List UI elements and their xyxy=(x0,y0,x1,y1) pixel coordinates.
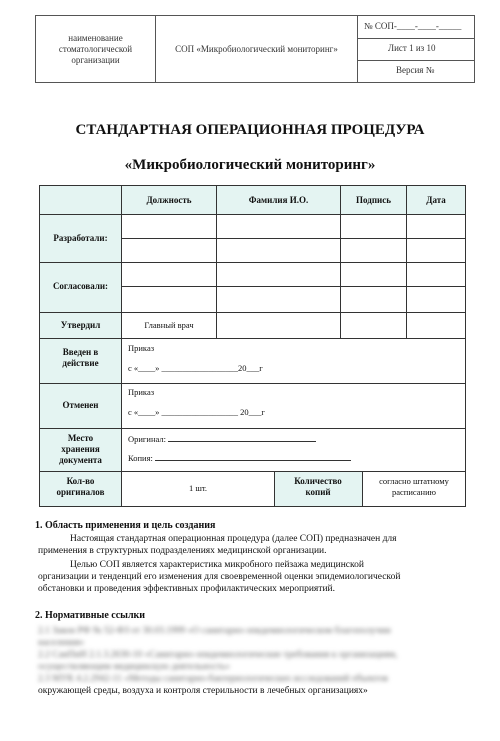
column-date: Дата xyxy=(426,195,446,205)
section2-heading: 2. Нормативные ссылки xyxy=(35,610,146,621)
row-storage: Место хранения документа xyxy=(59,433,102,465)
row-agreed: Согласовали: xyxy=(52,281,109,291)
approved-position: Главный врач xyxy=(144,320,194,330)
section1-p2-line3: обстановки и проведения эффективных профилактических мероприятий. xyxy=(38,584,335,594)
copy-field: Копия: xyxy=(128,452,351,463)
section2-blurred-line4: осуществляющим медицинскую деятельность» xyxy=(38,662,230,672)
sop-number: № СОП-____-____-_____ xyxy=(364,21,462,31)
column-position: Должность xyxy=(146,195,192,205)
row-approved: Утвердил xyxy=(60,320,101,330)
section2-blurred-line2: населения» xyxy=(38,638,85,648)
count-value: 1 шт. xyxy=(188,483,208,493)
sop-meta xyxy=(358,16,474,82)
org-line-1: наименование xyxy=(68,32,123,43)
copies-value: согласно штатному расписанию xyxy=(379,476,449,497)
section2-blurred-line3: 2.2 СанПиН 2.1.3.2630-10 «Санитарно-эпидемиологические требования к организациям, xyxy=(38,650,398,660)
row-introduced: Введен в действие xyxy=(62,347,99,368)
document-header xyxy=(35,15,475,83)
column-name: Фамилия И.О. xyxy=(248,195,309,205)
document-title: СТАНДАРТНАЯ ОПЕРАЦИОННАЯ ПРОЦЕДУРА xyxy=(75,122,425,138)
column-signature: Подпись xyxy=(356,195,391,205)
order-label: Приказ xyxy=(128,343,155,353)
section1-p1-line1: Настоящая стандартная операционная процедура (далее СОП) предназначен для xyxy=(70,534,397,544)
document-subtitle: «Микробиологический мониторинг» xyxy=(124,157,376,173)
original-field: Оригинал: xyxy=(128,433,316,444)
section1-p1-line2: применения в структурных подразделениях медицинской организации. xyxy=(38,546,327,556)
section2-blurred-line1: 2.1 Закон РФ № 52-ФЗ от 30.03.1999 «О санитарно-эпидемиологическом благополучии xyxy=(38,626,391,636)
section2-blurred-line5: 2.3 МУК 4.2.2942-11 «Методы санитарно-бактериологических исследований объектов xyxy=(38,674,388,684)
approval-table xyxy=(39,185,466,507)
order-date-field: с «____» __________________20___г xyxy=(128,363,263,373)
order2-date-field: с «____» __________________ 20___г xyxy=(128,407,265,417)
sheet-number: Лист 1 из 10 xyxy=(388,43,436,53)
section1-p2-line2: организации и тенденций его изменения для своевременной оценки эпидемиологической xyxy=(38,572,401,582)
organization-name xyxy=(36,16,156,82)
sop-name: СОП «Микробиологический мониторинг» xyxy=(156,16,358,82)
order2-label: Приказ xyxy=(128,387,155,397)
copies-label: Количество копий xyxy=(294,476,342,497)
row-developed: Разработали: xyxy=(53,233,108,243)
version: Версия № xyxy=(396,65,435,75)
org-line-2: стоматологической xyxy=(58,43,133,54)
section1-p2-line1: Целью СОП является характеристика микробного пейзажа медицинской xyxy=(70,560,364,570)
row-cancelled: Отменен xyxy=(62,400,99,410)
row-count: Кол-во оригиналов xyxy=(56,476,105,497)
section1-heading: 1. Область применения и цель создания xyxy=(35,520,216,531)
section2-last-line: окружающей среды, воздуха и контроля стерильности в лечебных организациях» xyxy=(38,686,368,696)
org-line-3: организации xyxy=(71,54,120,65)
